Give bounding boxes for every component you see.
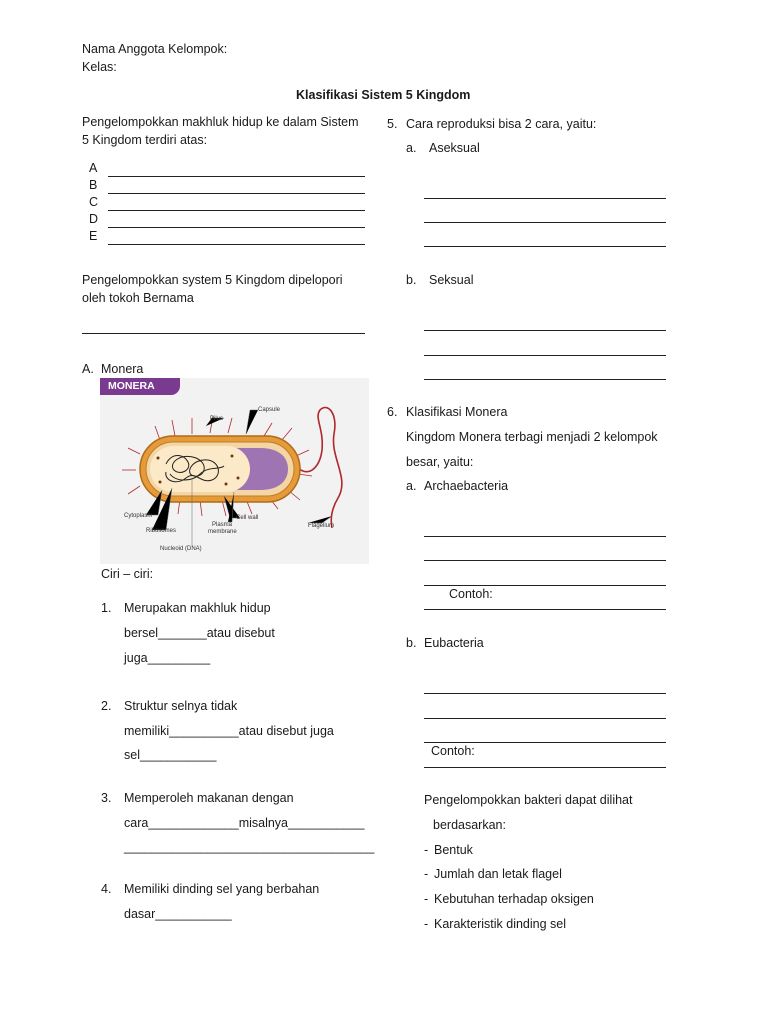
label-nucleoid: Nucleoid (DNA) [160,546,202,552]
q6-num: 6. [387,405,398,419]
intro-line-2: 5 Kingdom terdiri atas: [82,133,208,147]
label-cell-wall: Cell wall [236,515,259,521]
trait-2-line-1: Struktur selnya tidak [124,699,238,713]
q6a-letter: a. [406,479,417,493]
q6-desc-1: Kingdom Monera terbagi menjadi 2 kelompok [406,430,658,444]
monera-heading: Monera [101,362,144,376]
letter-b: B [89,178,98,192]
trait-4-num: 4. [101,882,112,896]
class-label: Kelas: [82,60,117,74]
letter-c: C [89,195,99,209]
pioneer-line-2: oleh tokoh Bernama [82,291,194,305]
trait-3-line-3: ____________________________________ [124,840,375,854]
trait-3-line-2: cara_____________misalnya___________ [124,816,365,830]
bacterium-illustration [100,378,369,564]
cytoplasm [150,446,250,492]
q5-num: 5. [387,117,398,131]
label-ribosomes: Ribosomes [146,528,177,534]
q5b-text: Seksual [429,273,474,287]
criteria-item-4: Karakteristik dinding sel [434,917,567,931]
q5a-letter: a. [406,141,417,155]
label-plasma: Plasma [212,522,233,528]
eubacteria-line-2[interactable] [424,718,666,719]
asexual-line-1[interactable] [424,198,666,199]
eubacteria-line-3[interactable] [424,742,666,743]
q6b-letter: b. [406,636,417,650]
answer-line-c[interactable] [108,210,365,211]
letter-d: D [89,212,99,226]
archaebacteria-line-2[interactable] [424,560,666,561]
q5-text: Cara reproduksi bisa 2 cara, yaitu: [406,117,597,131]
members-label: Nama Anggota Kelompok: [82,42,228,56]
trait-1-num: 1. [101,601,112,615]
trait-3-num: 3. [101,791,112,805]
archaebacteria-example-line[interactable] [424,609,666,610]
trait-1-line-3: juga_________ [124,651,211,665]
trait-2-num: 2. [101,699,112,713]
criteria-dash: - [424,867,429,881]
archaebacteria-line-3[interactable] [424,585,666,586]
page-title: Klasifikasi Sistem 5 Kingdom [296,88,471,102]
eubacteria-example-line[interactable] [424,767,666,768]
eubacteria-line-1[interactable] [424,693,666,694]
archaebacteria-example-label: Contoh: [449,587,493,601]
trait-2-line-3: sel___________ [124,748,217,762]
answer-line-d[interactable] [108,227,365,228]
trait-3-line-1: Memperoleh makanan dengan [124,791,294,805]
bacteria-grouping-line-2: berdasarkan: [433,818,506,832]
intro-line-1: Pengelompokkan makhluk hidup ke dalam Sistem [82,115,359,129]
criteria-dash: - [424,917,429,931]
answer-line-e[interactable] [108,244,365,245]
eubacteria-example-label: Contoh: [431,744,475,758]
q5b-letter: b. [406,273,417,287]
flagellum [298,407,342,528]
criteria-dash: - [424,843,429,857]
trait-1-line-2: bersel_______atau disebut [124,626,275,640]
label-capsule: Capsule [258,407,281,413]
q6a-text: Archaebacteria [424,479,509,493]
criteria-item-2: Jumlah dan letak flagel [434,867,562,881]
trait-1-line-1: Merupakan makhluk hidup [124,601,271,615]
trait-4-line-2: dasar___________ [124,907,232,921]
archaebacteria-line-1[interactable] [424,536,666,537]
label-pilus: Pilus [210,416,224,422]
answer-line-b[interactable] [108,193,365,194]
q6b-text: Eubacteria [424,636,484,650]
trait-4-line-1: Memiliki dinding sel yang berbahan [124,882,320,896]
answer-line-a[interactable] [108,176,365,177]
sexual-line-1[interactable] [424,330,666,331]
pioneer-answer-line[interactable] [82,333,365,334]
criteria-item-3: Kebutuhan terhadap oksigen [434,892,594,906]
label-flagellum: Flagellum [308,523,335,529]
asexual-line-3[interactable] [424,246,666,247]
monera-cell-diagram [100,378,369,564]
q6-text: Klasifikasi Monera [406,405,508,419]
sexual-line-2[interactable] [424,355,666,356]
pioneer-line-1: Pengelompokkan system 5 Kingdom dipelopori [82,273,343,287]
asexual-line-2[interactable] [424,222,666,223]
trait-2-line-2: memiliki__________atau disebut juga [124,724,334,738]
q5a-text: Aseksual [429,141,480,155]
criteria-item-1: Bentuk [434,843,473,857]
sexual-line-3[interactable] [424,379,666,380]
q6-desc-2: besar, yaitu: [406,455,474,469]
monera-heading-letter: A. [82,362,94,376]
bacteria-grouping-line-1: Pengelompokkan bakteri dapat dilihat [424,793,633,807]
traits-label: Ciri – ciri: [101,567,154,581]
letter-a: A [89,161,98,175]
criteria-dash: - [424,892,429,906]
label-membrane: membrane [208,529,237,535]
label-cytoplasm: Cytoplasm [124,513,153,519]
letter-e: E [89,229,98,243]
monera-badge: MONERA [100,378,180,395]
